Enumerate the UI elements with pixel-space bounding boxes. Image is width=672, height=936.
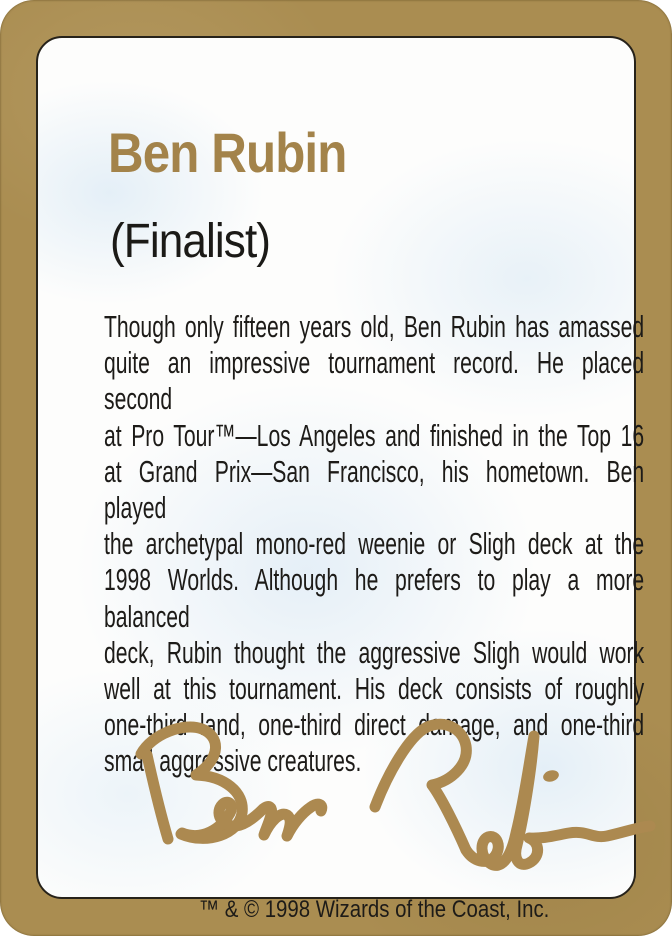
bio-text-line: one-third land, one-third direct damage, and one-third [104, 707, 645, 743]
bio-text-line: at Pro Tour™—Los Angeles and finished in the Top 16 [104, 417, 645, 453]
finalist-label: (Finalist) [110, 215, 271, 268]
bio-text-line: 1998 Worlds. Although he prefers to play a more balanced [104, 562, 645, 634]
bio-text-line: quite an impressive tournament record. He placed second [104, 345, 645, 417]
bio-text-line: deck, Rubin thought the aggressive Sligh would work [104, 634, 645, 670]
bio-text-line: well at this tournament. His deck consists of roughly [104, 671, 645, 707]
bio-text-line: Though only fifteen years old, Ben Rubin has amassed [104, 309, 645, 344]
player-name-title: Ben Rubin [108, 121, 347, 184]
card-inner-face [36, 36, 645, 923]
bio-text-line: small aggressive creatures. [104, 743, 362, 779]
bio-text-line: the archetypal mono-red weenie or Sligh deck at the [104, 526, 645, 562]
bio-text [104, 309, 644, 780]
copyright-line: ™ & © 1998 Wizards of the Coast, Inc. [198, 896, 550, 923]
bio-text-line: at Grand Prix—San Francisco, his hometown. Ben played [104, 453, 645, 526]
